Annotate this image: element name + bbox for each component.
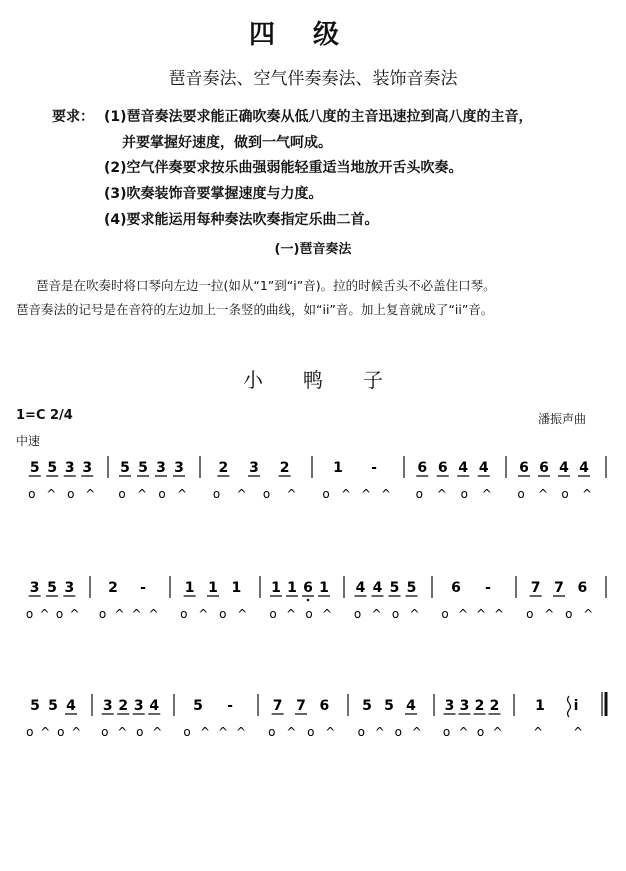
requirement-4: (4)要求能运用每种奏法吹奏指定乐曲二首。 <box>104 212 379 228</box>
accompaniment-mark: ^ <box>46 487 57 501</box>
accompaniment-mark: ^ <box>325 725 336 739</box>
accompaniment-mark: o <box>212 487 221 501</box>
accompaniment-mark: ^ <box>374 725 385 739</box>
score-note: 3 <box>249 460 259 476</box>
accompaniment-mark: ^ <box>371 607 382 621</box>
score-note: 3 <box>102 698 113 714</box>
score-note: 1 <box>287 580 297 596</box>
accompaniment-mark: ^ <box>152 725 163 739</box>
accompaniment-mark: ^ <box>40 725 51 739</box>
score-note: 2 <box>489 698 500 714</box>
accompaniment-mark: o <box>305 607 313 621</box>
arpeggio-mark <box>568 696 571 717</box>
score-note: 4 <box>478 460 489 476</box>
score-note: 6 <box>417 460 428 476</box>
accompaniment-mark: o <box>67 487 75 501</box>
accompaniment-mark: ^ <box>493 607 505 621</box>
score-note: 1 <box>184 580 195 596</box>
score-note: 1 <box>333 460 343 476</box>
accompaniment-mark: o <box>517 487 525 501</box>
accompaniment-mark: ^ <box>481 487 492 501</box>
octave-dot <box>307 599 310 602</box>
score-note: 3 <box>64 580 75 596</box>
score-note: 7 <box>272 698 283 714</box>
score-note: 4 <box>355 580 366 596</box>
score-note: 4 <box>559 460 569 476</box>
tempo-marking: 中速 <box>16 434 41 448</box>
score-note: 5 <box>30 698 40 714</box>
score-note: - <box>227 698 233 714</box>
accompaniment-mark: o <box>415 487 423 501</box>
song-title: 小鸭子 <box>243 368 423 392</box>
accompaniment-mark: o <box>526 607 534 621</box>
score-note: 5 <box>120 460 130 476</box>
accompaniment-mark: ^ <box>236 487 247 501</box>
accompaniment-mark: ^ <box>321 607 333 621</box>
section-title: (一)琶音奏法 <box>274 242 352 257</box>
accompaniment-mark: o <box>442 725 451 739</box>
score-note: 1 <box>208 580 218 596</box>
score-note: 5 <box>406 580 417 596</box>
accompaniment-mark: o <box>353 607 362 621</box>
score-note: 2 <box>218 460 229 476</box>
accompaniment-mark: o <box>307 725 315 739</box>
accompaniment-mark: ^ <box>176 487 188 501</box>
accompaniment-mark: ^ <box>286 487 297 501</box>
score-note: 6 <box>319 698 330 714</box>
score-system-1-svg <box>0 450 626 510</box>
composer: 潘振声曲 <box>537 412 586 426</box>
accompaniment-mark: o <box>136 725 144 739</box>
accompaniment-mark: ^ <box>360 487 372 501</box>
accompaniment-mark: ^ <box>475 607 487 621</box>
key-signature: 1=C 2/4 <box>16 408 73 423</box>
accompaniment-mark: o <box>262 487 271 501</box>
score-note: 3 <box>156 460 166 476</box>
accompaniment-mark: ^ <box>198 607 209 621</box>
accompaniment-mark: ^ <box>537 487 549 501</box>
score-note: 3 <box>444 698 455 714</box>
accompaniment-mark: ^ <box>85 487 96 501</box>
score-note: 3 <box>82 460 93 476</box>
accompaniment-mark: o <box>269 607 277 621</box>
score-note: 6 <box>303 580 313 596</box>
accompaniment-mark: o <box>98 607 107 621</box>
score-note: 3 <box>64 460 75 476</box>
score-note: 3 <box>133 698 144 714</box>
accompaniment-mark: ^ <box>492 725 503 739</box>
score-note: 4 <box>406 698 416 714</box>
score-note: 5 <box>29 460 40 476</box>
accompaniment-mark: ^ <box>39 607 50 621</box>
accompaniment-mark: ^ <box>572 725 584 739</box>
accompaniment-mark: ^ <box>380 487 392 501</box>
accompaniment-mark: ^ <box>458 725 469 739</box>
score-note: 4 <box>66 698 76 714</box>
accompaniment-mark: ^ <box>409 607 420 621</box>
accompaniment-mark: ^ <box>237 607 248 621</box>
score-note: 7 <box>554 580 564 596</box>
score-note: 6 <box>577 580 588 596</box>
score-note: 6 <box>519 460 529 476</box>
score-note: 5 <box>47 580 57 596</box>
score-note: 5 <box>389 580 400 596</box>
accompaniment-mark: ^ <box>411 725 422 739</box>
score-note: 5 <box>193 698 203 714</box>
score-note: 3 <box>174 460 184 476</box>
page-subtitle: 琶音奏法、空气伴奏奏法、装饰音奏法 <box>168 69 458 89</box>
accompaniment-mark: o <box>561 487 569 501</box>
accompaniment-mark: ^ <box>71 725 82 739</box>
accompaniment-mark: ^ <box>199 725 211 739</box>
accompaniment-mark: o <box>55 607 64 621</box>
score-system-3 <box>0 688 626 748</box>
score-note: 4 <box>149 698 160 714</box>
accompaniment-mark: o <box>183 725 191 739</box>
accompaniment-mark: o <box>101 725 109 739</box>
accompaniment-mark: o <box>158 487 166 501</box>
score-note: 7 <box>296 698 306 714</box>
score-note: 6 <box>539 460 549 476</box>
grade-title: 四级 <box>248 20 377 50</box>
score-note: 7 <box>530 580 541 596</box>
score-note: 6 <box>437 460 448 476</box>
score-note: - <box>485 580 491 596</box>
accompaniment-mark: ^ <box>117 725 128 739</box>
accompaniment-mark: o <box>26 725 34 739</box>
score-note: 3 <box>459 698 470 714</box>
requirements-label: 要求： <box>52 109 94 125</box>
accompaniment-mark: ^ <box>114 607 125 621</box>
accompaniment-mark: o <box>357 725 365 739</box>
score-note: 4 <box>579 460 589 476</box>
score-note: - <box>140 580 146 596</box>
accompaniment-mark: o <box>25 607 34 621</box>
accompaniment-mark: ^ <box>340 487 352 501</box>
score-note: 1 <box>319 580 329 596</box>
accompaniment-mark: ^ <box>583 607 594 621</box>
score-note: 1 <box>535 698 545 714</box>
score-note: 4 <box>372 580 383 596</box>
accompaniment-mark: o <box>441 607 449 621</box>
accompaniment-mark: ^ <box>131 607 142 621</box>
requirement-1: (1)琶音奏法要求能正确吹奏从低八度的主音迅速拉到高八度的主音， <box>104 109 533 125</box>
accompaniment-mark: ^ <box>436 487 447 501</box>
accompaniment-mark: ^ <box>286 725 297 739</box>
score-note: i <box>573 698 579 714</box>
score-note: - <box>371 460 377 476</box>
score-note: 5 <box>384 698 394 714</box>
accompaniment-mark: o <box>219 607 227 621</box>
accompaniment-mark: ^ <box>544 607 555 621</box>
accompaniment-mark: ^ <box>235 725 247 739</box>
score-system-2 <box>0 570 626 630</box>
accompaniment-mark: ^ <box>457 607 469 621</box>
accompaniment-mark: ^ <box>532 725 544 739</box>
score-system-2-svg <box>0 570 626 630</box>
accompaniment-mark: o <box>476 725 485 739</box>
accompaniment-mark: o <box>57 725 65 739</box>
score-note: 3 <box>29 580 40 596</box>
score-note: 2 <box>108 580 118 596</box>
score-note: 5 <box>48 698 58 714</box>
accompaniment-mark: o <box>180 607 188 621</box>
accompaniment-mark: o <box>268 725 276 739</box>
score-note: 5 <box>138 460 148 476</box>
score-note: 4 <box>458 460 469 476</box>
accompaniment-mark: ^ <box>581 487 593 501</box>
score-note: 6 <box>451 580 461 596</box>
score-system-1 <box>0 450 626 510</box>
score-note: 2 <box>279 460 290 476</box>
requirement-2: (2)空气伴奏要求按乐曲强弱能轻重适当地放开舌头吹奏。 <box>104 160 463 176</box>
score-note: 5 <box>47 460 58 476</box>
score-note: 1 <box>271 580 281 596</box>
accompaniment-mark: ^ <box>285 607 297 621</box>
score-note: 2 <box>118 698 129 714</box>
accompaniment-mark: o <box>394 725 402 739</box>
accompaniment-mark: o <box>460 487 468 501</box>
accompaniment-mark: o <box>322 487 330 501</box>
accompaniment-mark: o <box>391 607 400 621</box>
requirement-1-continued: 并要掌握好速度，做到一气呵成。 <box>122 135 332 151</box>
score-note: 5 <box>362 698 372 714</box>
accompaniment-mark: ^ <box>217 725 229 739</box>
score-note: 1 <box>231 580 242 596</box>
accompaniment-mark: o <box>28 487 36 501</box>
accompaniment-mark: ^ <box>69 607 80 621</box>
score-note: 2 <box>474 698 485 714</box>
accompaniment-mark: ^ <box>148 607 159 621</box>
accompaniment-mark: ^ <box>136 487 148 501</box>
accompaniment-mark: o <box>565 607 573 621</box>
accompaniment-mark: o <box>118 487 126 501</box>
score-system-3-svg <box>0 688 626 748</box>
requirement-3: (3)吹奏装饰音要掌握速度与力度。 <box>104 186 323 202</box>
section-paragraph-1: 琶音是在吹奏时将口琴向左边一拉(如从“1”到“i”音)。拉的时候舌头不必盖住口琴。 <box>36 278 496 293</box>
section-paragraph-2: 琶音奏法的记号是在音符的左边加上一条竖的曲线，如“ⅰi”音。加上复音就成了“ⅰi”音。 <box>16 302 494 317</box>
